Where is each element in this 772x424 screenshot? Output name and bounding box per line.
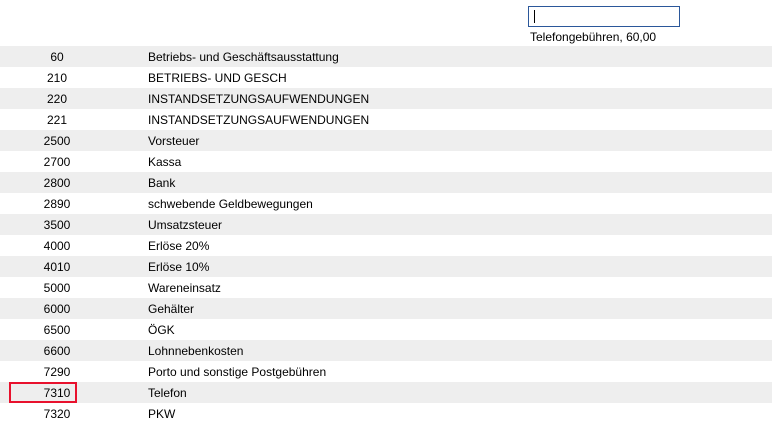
account-code-cell[interactable]: 7290	[43, 364, 71, 379]
account-name-cell[interactable]: Wareneinsatz	[148, 280, 221, 295]
table-row[interactable]	[0, 67, 772, 88]
account-name-cell[interactable]: Erlöse 10%	[148, 259, 210, 274]
account-code-cell[interactable]: 7310	[43, 385, 71, 400]
account-name-cell[interactable]: ÖGK	[148, 322, 175, 337]
account-name-cell[interactable]: Porto und sonstige Postgebühren	[148, 364, 327, 379]
table-row[interactable]	[0, 256, 772, 277]
table-row[interactable]	[0, 130, 772, 151]
account-code-cell[interactable]: 3500	[43, 217, 71, 232]
account-table	[0, 46, 772, 424]
account-name-cell[interactable]: Erlöse 20%	[148, 238, 210, 253]
text-caret	[534, 10, 535, 23]
account-name-cell[interactable]: INSTANDSETZUNGSAUFWENDUNGEN	[148, 112, 370, 127]
account-code-cell[interactable]: 210	[46, 70, 68, 85]
table-row[interactable]	[0, 214, 772, 235]
search-input[interactable]	[528, 6, 680, 27]
table-row[interactable]	[0, 277, 772, 298]
account-code-cell[interactable]: 2500	[43, 133, 71, 148]
account-name-cell[interactable]: Gehälter	[148, 301, 195, 316]
table-row[interactable]	[0, 361, 772, 382]
account-code-cell[interactable]: 2890	[43, 196, 71, 211]
table-row[interactable]	[0, 340, 772, 361]
account-code-cell[interactable]: 4010	[43, 259, 71, 274]
table-row[interactable]	[0, 382, 772, 403]
account-name-cell[interactable]: Telefon	[148, 385, 187, 400]
account-code-cell[interactable]: 4000	[43, 238, 71, 253]
account-name-cell[interactable]: Umsatzsteuer	[148, 217, 223, 232]
account-code-cell[interactable]: 7320	[43, 406, 71, 421]
account-name-cell[interactable]: INSTANDSETZUNGSAUFWENDUNGEN	[148, 91, 370, 106]
table-row[interactable]	[0, 172, 772, 193]
table-row[interactable]	[0, 235, 772, 256]
account-code-cell[interactable]: 6000	[43, 301, 71, 316]
table-row[interactable]	[0, 193, 772, 214]
account-name-cell[interactable]: Lohnnebenkosten	[148, 343, 244, 358]
account-name-cell[interactable]: Betriebs- und Geschäftsausstattung	[148, 49, 339, 64]
account-name-cell[interactable]: Bank	[148, 175, 176, 190]
account-code-cell[interactable]: 2800	[43, 175, 71, 190]
account-code-cell[interactable]: 6500	[43, 322, 71, 337]
account-code-cell[interactable]: 60	[50, 49, 64, 64]
account-name-cell[interactable]: BETRIEBS- UND GESCH	[148, 70, 287, 85]
table-row[interactable]	[0, 46, 772, 67]
account-code-cell[interactable]: 6600	[43, 343, 71, 358]
account-name-cell[interactable]: PKW	[148, 406, 176, 421]
account-code-cell[interactable]: 221	[46, 112, 68, 127]
account-name-cell[interactable]: schwebende Geldbewegungen	[148, 196, 313, 211]
table-row[interactable]	[0, 319, 772, 340]
account-code-cell[interactable]: 5000	[43, 280, 71, 295]
top-input-area	[0, 0, 772, 46]
account-code-cell[interactable]: 2700	[43, 154, 71, 169]
table-row[interactable]	[0, 109, 772, 130]
table-row[interactable]	[0, 88, 772, 109]
table-row[interactable]	[0, 298, 772, 319]
account-code-cell[interactable]: 220	[46, 91, 68, 106]
entry-hint-label: Telefongebühren, 60,00	[530, 30, 657, 44]
table-row[interactable]	[0, 151, 772, 172]
table-row[interactable]	[0, 403, 772, 424]
account-name-cell[interactable]: Vorsteuer	[148, 133, 200, 148]
account-name-cell[interactable]: Kassa	[148, 154, 182, 169]
